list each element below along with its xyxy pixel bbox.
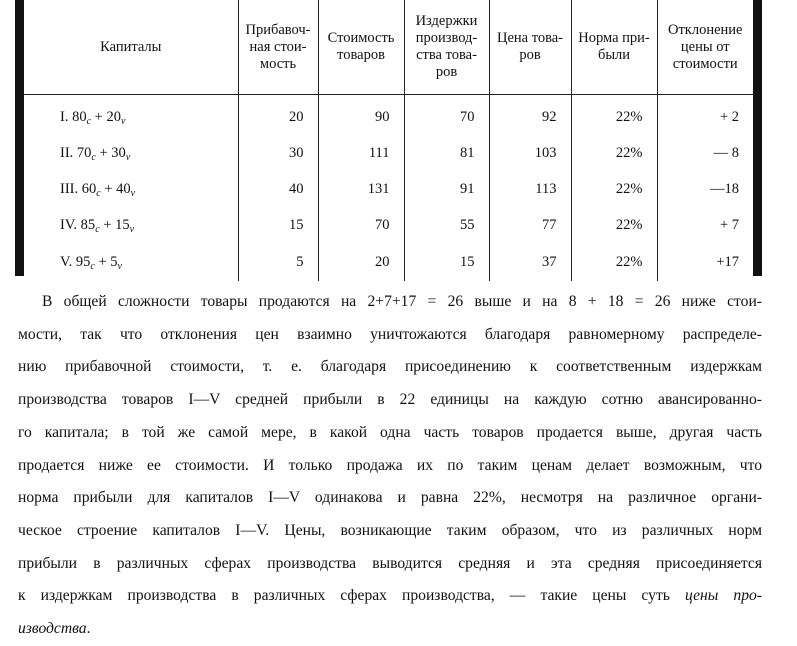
capital-subscript: c bbox=[95, 223, 100, 235]
term-production-price: цены про- bbox=[684, 587, 762, 605]
cell-capital bbox=[24, 95, 238, 136]
capital-term: + 20 bbox=[91, 108, 121, 125]
capital-subscript: v bbox=[125, 151, 131, 163]
capital-term: II. 70 bbox=[60, 144, 92, 161]
cell-price: 37 bbox=[489, 243, 571, 281]
cell-profit-rate: 22% bbox=[571, 171, 657, 207]
cell-deviation: + 2 bbox=[657, 95, 753, 136]
cell-price: 77 bbox=[489, 207, 571, 243]
header-capitals: Капиталы bbox=[24, 0, 238, 95]
capital-subscript: c bbox=[91, 151, 96, 163]
capital-subscript: c bbox=[86, 115, 92, 127]
cell-profit-rate: 22% bbox=[571, 135, 657, 171]
cell-commodity-value: 70 bbox=[318, 207, 404, 243]
cell-capital bbox=[24, 171, 238, 207]
capital-term: V. 95 bbox=[60, 253, 91, 270]
table-row bbox=[24, 135, 753, 171]
capital-subscript: v bbox=[130, 187, 136, 199]
cell-deviation: + 7 bbox=[657, 207, 753, 243]
cell-surplus-value: 5 bbox=[238, 243, 318, 281]
capital-table bbox=[24, 0, 753, 281]
header-cost-price: Издержки производ- ства това- ров bbox=[404, 0, 489, 95]
capital-subscript: v bbox=[117, 260, 122, 272]
cell-commodity-value: 111 bbox=[318, 135, 404, 171]
cell-price: 103 bbox=[489, 135, 571, 171]
capital-term: + 40 bbox=[100, 180, 131, 197]
cell-profit-rate: 22% bbox=[571, 243, 657, 281]
cell-surplus-value: 40 bbox=[238, 171, 318, 207]
term-production-price-end: изводства bbox=[18, 620, 87, 638]
table-row bbox=[24, 171, 753, 207]
cell-commodity-value: 131 bbox=[318, 171, 404, 207]
cell-cost-price: 55 bbox=[404, 207, 489, 243]
table-row bbox=[24, 243, 753, 281]
capital-term: III. 60 bbox=[60, 180, 97, 197]
paragraph-line: го капитала; в той же самой мере, в какой одна часть товаров продается выше, другая часть bbox=[18, 423, 762, 441]
table-row bbox=[24, 95, 753, 136]
table-row bbox=[24, 207, 753, 243]
cell-deviation: — 8 bbox=[657, 135, 753, 171]
cell-commodity-value: 90 bbox=[318, 95, 404, 136]
header-deviation: Отклонение цены от стоимости bbox=[657, 0, 753, 95]
header-price: Цена това- ров bbox=[489, 0, 571, 95]
cell-cost-price: 81 bbox=[404, 135, 489, 171]
paragraph-line: мости, так что отклонения цен взаимно уничтожаются благодаря равномерному распределе- bbox=[18, 325, 762, 343]
cell-surplus-value: 30 bbox=[238, 135, 318, 171]
cell-capital bbox=[24, 135, 238, 171]
capital-subscript: v bbox=[129, 223, 135, 235]
paragraph-line: ческое строение капиталов I—V. Цены, возникающие таким образом, что из различных норм bbox=[18, 521, 762, 539]
paragraph-line: норма прибыли для капиталов I—V одинакова и равна 22%, несмотря на различное органи- bbox=[18, 489, 762, 507]
header-profit-rate: Норма при- были bbox=[571, 0, 657, 95]
cell-profit-rate: 22% bbox=[571, 207, 657, 243]
paragraph-line: производства товаров I—V средней прибыли в 22 единицы на каждую сотню авансированно- bbox=[18, 391, 762, 409]
capital-term: + 30 bbox=[95, 144, 126, 161]
cell-surplus-value: 15 bbox=[238, 207, 318, 243]
cell-profit-rate: 22% bbox=[571, 95, 657, 136]
capital-subscript: c bbox=[90, 260, 95, 272]
cell-capital bbox=[24, 243, 238, 281]
cell-cost-price: 15 bbox=[404, 243, 489, 281]
capital-term: IV. 85 bbox=[60, 216, 96, 233]
cell-cost-price: 91 bbox=[404, 171, 489, 207]
header-commodity-value: Стоимость товаров bbox=[318, 0, 404, 95]
paragraph-line: прибыли в различных сферах производства выводится средняя и эта средняя присоединяется bbox=[18, 554, 762, 572]
capital-subscript: c bbox=[96, 187, 101, 199]
paragraph-line: продается ниже ее стоимости. И только продажа их по таким ценам делает возможным, что bbox=[18, 456, 762, 474]
paragraph-line bbox=[18, 613, 762, 646]
capital-subscript: v bbox=[120, 115, 126, 127]
cell-commodity-value: 20 bbox=[318, 243, 404, 281]
cell-cost-price: 70 bbox=[404, 95, 489, 136]
capital-term: I. 80 bbox=[60, 108, 87, 125]
body-paragraph bbox=[18, 286, 762, 646]
paragraph-line bbox=[18, 580, 762, 613]
paragraph-line: нию прибавочной стоимости, т. е. благодаря присоединению к соответственным издержкам bbox=[18, 358, 762, 376]
cell-price: 113 bbox=[489, 171, 571, 207]
cell-price: 92 bbox=[489, 95, 571, 136]
paragraph-text: к издержкам производства в различных сферах производства, — такие цены суть bbox=[18, 587, 685, 605]
paragraph-period: . bbox=[86, 620, 91, 638]
capital-term: + 15 bbox=[99, 216, 130, 233]
capital-term: + 5 bbox=[94, 253, 118, 270]
cell-deviation: —18 bbox=[657, 171, 753, 207]
table-header-row bbox=[24, 0, 753, 95]
header-surplus-value: Прибавоч- ная стои- мость bbox=[238, 0, 318, 95]
cell-capital bbox=[24, 207, 238, 243]
cell-surplus-value: 20 bbox=[238, 95, 318, 136]
cell-deviation: +17 bbox=[657, 243, 753, 281]
paragraph-line: В общей сложности товары продаются на 2+7+17 = 26 выше и на 8 + 18 = 26 ниже стои- bbox=[42, 293, 762, 310]
